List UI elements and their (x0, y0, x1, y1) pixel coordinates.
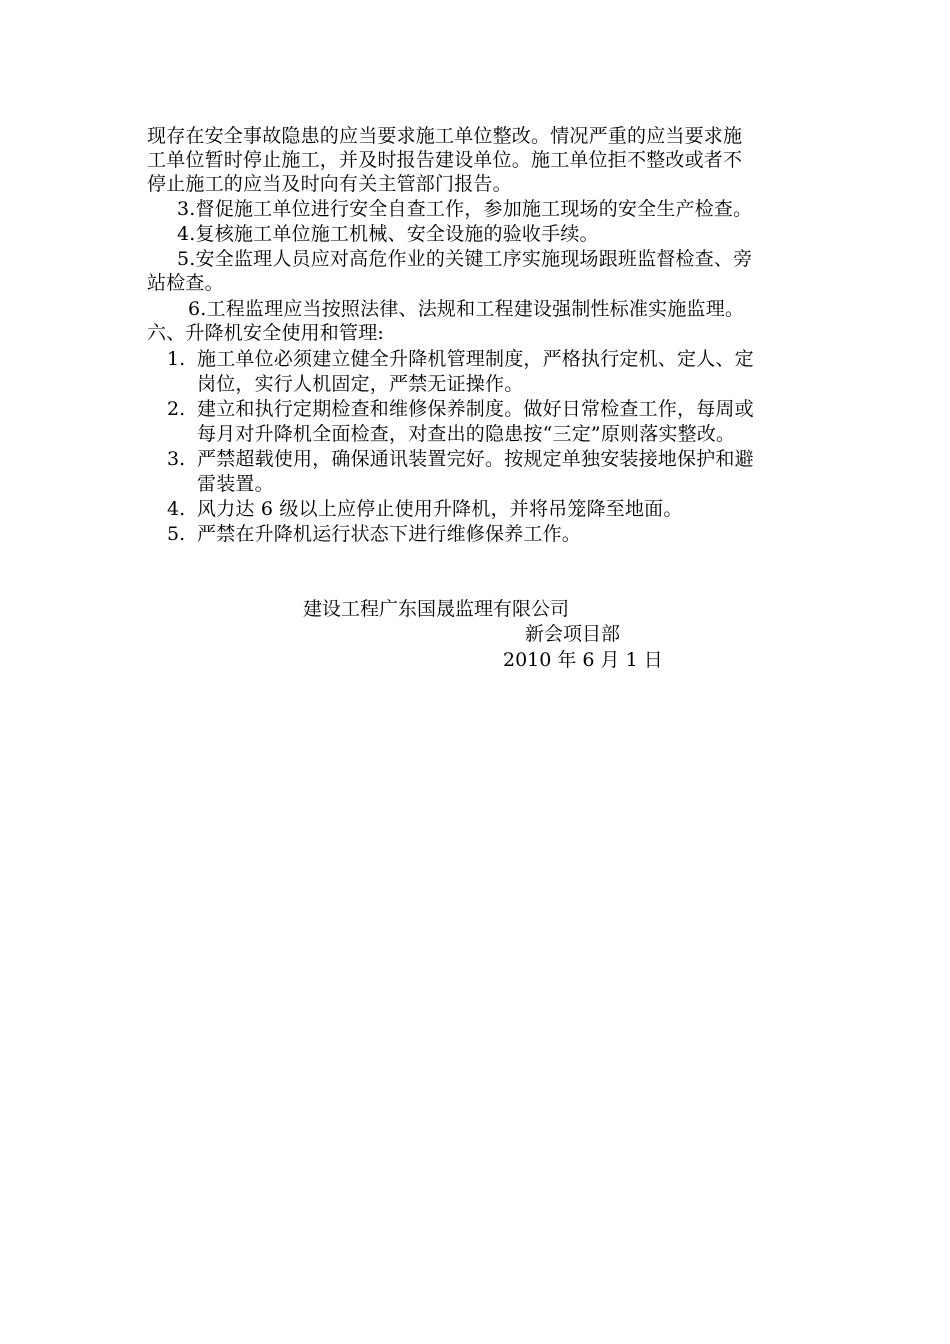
item-number: 1. (167, 348, 186, 370)
item-5-line: 严禁在升降机运行状态下进行维修保养工作。 (197, 523, 582, 545)
paragraph-line: 工单位暂时停止施工，并及时报告建设单位。施工单位拒不整改或者不 (147, 149, 743, 171)
item-2-line: 每月对升降机全面检查，对查出的隐患按“三定”原则落实整改。 (197, 423, 736, 445)
item-number: 3. (167, 448, 186, 470)
item-4-line: 风力达 6 级以上应停止使用升降机，并将吊笼降至地面。 (197, 498, 683, 520)
item-1-line: 岗位，实行人机固定，严禁无证操作。 (197, 373, 524, 395)
item-2-line: 建立和执行定期检查和维修保养制度。做好日常检查工作，每周或 (197, 398, 754, 420)
item-number: 2. (167, 398, 186, 420)
item-number: 4. (167, 498, 186, 520)
signature-date: 2010 年 6 月 1 日 (503, 649, 663, 671)
signature-company: 建设工程广东国晟监理有限公司 (303, 598, 570, 620)
point-5-continued: 站检查。 (147, 272, 224, 294)
item-number: 5. (167, 523, 186, 545)
section-heading: 六、升降机安全使用和管理: (147, 322, 385, 344)
point-4: 4.复核施工单位施工机械、安全设施的验收手续。 (177, 223, 599, 245)
paragraph-line: 停止施工的应当及时向有关主管部门报告。 (147, 173, 512, 195)
item-3-line: 雷装置。 (197, 473, 274, 495)
signature-department: 新会项目部 (525, 623, 621, 645)
paragraph-line: 现存在安全事故隐患的应当要求施工单位整改。情况严重的应当要求施 (147, 125, 743, 147)
item-3-line: 严禁超载使用，确保通讯装置完好。按规定单独安装接地保护和避 (197, 448, 754, 470)
point-6: 6.工程监理应当按照法律、法规和工程建设强制性标准实施监理。 (188, 298, 745, 320)
item-1-line: 施工单位必须建立健全升降机管理制度，严格执行定机、定人、定 (197, 348, 754, 370)
point-5: 5.安全监理人员应对高危作业的关键工序实施现场跟班监督检查、旁 (177, 248, 753, 270)
point-3: 3.督促施工单位进行安全自查工作，参加施工现场的安全生产检查。 (177, 198, 753, 220)
